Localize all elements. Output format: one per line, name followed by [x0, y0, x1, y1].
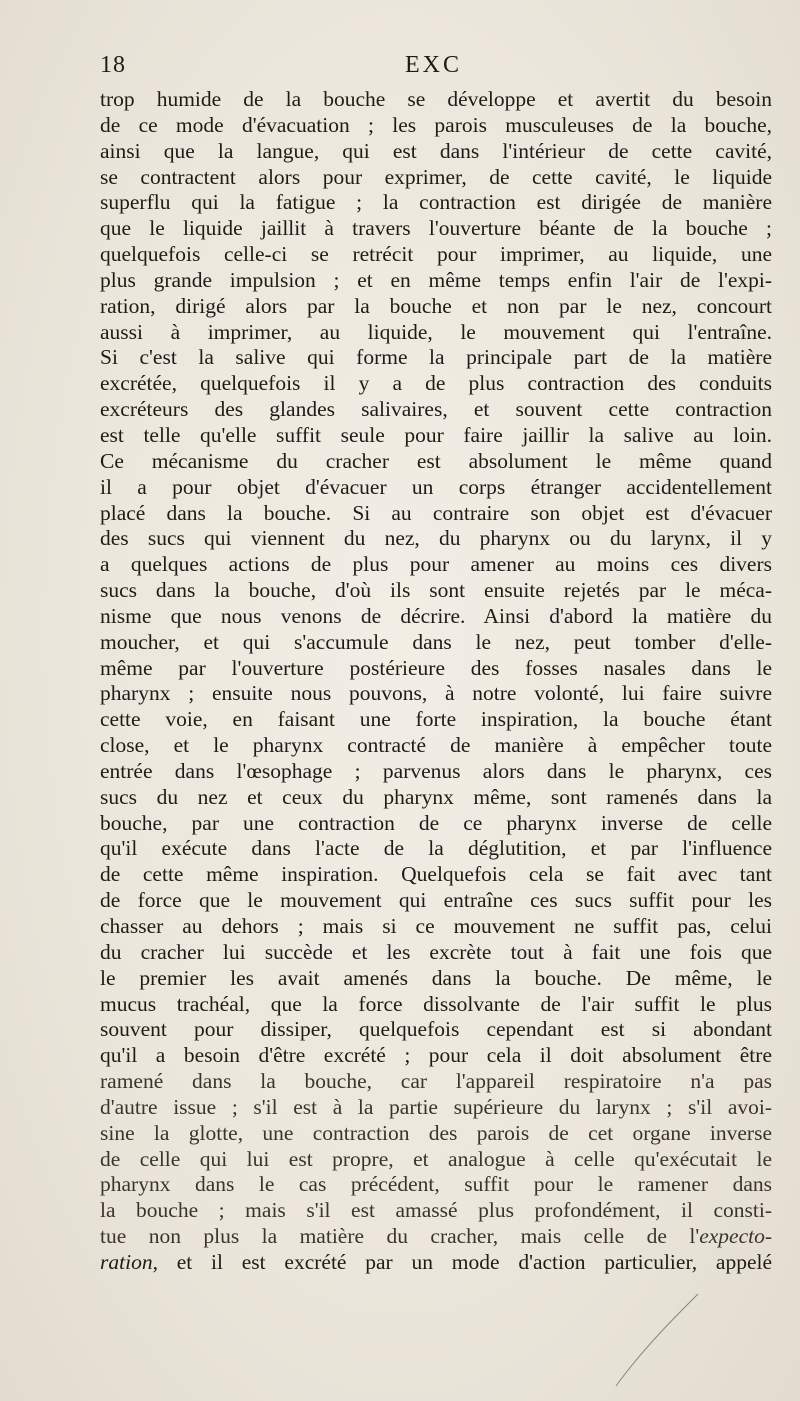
text-line: moucher, et qui s'accumule dans le nez, peut tomber d'elle- — [100, 629, 772, 654]
italic-term: expecto- — [699, 1224, 772, 1249]
text-line: de celle qui lui est propre, et analogue à celle qu'exécutait le — [100, 1146, 772, 1171]
text-line: placé dans la bouche. Si au contraire son objet est d'évacuer — [100, 500, 772, 525]
text-line: la bouche ; mais s'il est amassé plus profondément, il consti- — [100, 1198, 772, 1223]
text-line: superflu qui la fatigue ; la contraction est dirigée de manière — [100, 190, 772, 215]
text-line: ration, dirigé alors par la bouche et non par le nez, concourt — [100, 293, 772, 318]
text-line: excrétée, quelquefois il y a de plus contraction des conduits — [100, 371, 772, 396]
text-line: souvent pour dissiper, quelquefois cependant est si abondant — [100, 1017, 772, 1042]
text-line: de cette même inspiration. Quelquefois cela se fait avec tant — [100, 862, 772, 887]
text-line: trop humide de la bouche se développe et avertit du besoin — [100, 87, 772, 111]
text-line-roman: tue non plus la matière du cracher, mais celle de l' — [100, 1224, 700, 1249]
text-line: sucs dans la bouche, d'où ils sont ensuite rejetés par le méca- — [100, 578, 772, 603]
text-line: chasser au dehors ; mais si ce mouvement ne suffit pas, celui — [100, 914, 772, 938]
text-line: se contractent alors pour exprimer, de cette cavité, le liquide — [100, 164, 772, 189]
text-line: Ce mécanisme du cracher est absolument le même quand — [100, 448, 772, 473]
text-line: il a pour objet d'évacuer un corps étranger accidentellement — [100, 474, 772, 499]
text-line: Si c'est la salive qui forme la principale part de la matière — [100, 345, 772, 370]
text-line: ramené dans la bouche, car l'appareil respiratoire n'a pas — [100, 1069, 772, 1094]
text-line: même par l'ouverture postérieure des fosses nasales dans le — [100, 655, 772, 680]
text-line: cette voie, en faisant une forte inspiration, la bouche étant — [100, 707, 772, 732]
text-line: qu'il a besoin d'être excrété ; pour cela il doit absolument être — [100, 1043, 772, 1068]
text-line: pharynx dans le cas précédent, suffit pour le ramener dans — [100, 1172, 772, 1197]
text-line: sine la glotte, une contraction des parois de cet organe inverse — [100, 1120, 772, 1145]
text-line: excréteurs des glandes salivaires, et souvent cette contraction — [100, 397, 772, 422]
text-line: close, et le pharynx contracté de manière à empêcher toute — [100, 733, 772, 758]
text-line — [100, 1224, 772, 1250]
text-line: ainsi que la langue, qui est dans l'intérieur de cette cavité, — [100, 138, 772, 163]
text-line: est telle qu'elle suffit seule pour faire jaillir la salive au loin. — [100, 422, 772, 447]
text-line: des sucs qui viennent du nez, du pharynx ou du larynx, il y — [100, 526, 772, 551]
text-line: a quelques actions de plus pour amener au moins ces divers — [100, 552, 772, 577]
text-line: que le liquide jaillit à travers l'ouverture béante de la bouche ; — [100, 216, 772, 241]
page-number: 18 — [100, 52, 126, 78]
italic-term: ration — [100, 1249, 153, 1274]
text-line: pharynx ; ensuite nous pouvons, à notre volonté, lui faire suivre — [100, 681, 772, 706]
text-line: du cracher lui succède et les excrète tout à fait une fois que — [100, 939, 772, 964]
text-line: de ce mode d'évacuation ; les parois musculeuses de la bouche, — [100, 112, 772, 137]
text-line: le premier les avait amenés dans la bouche. De même, le — [100, 965, 772, 990]
running-head-word: EXC — [405, 52, 462, 78]
text-line: qu'il exécute dans l'acte de la déglutition, et par l'influence — [100, 836, 772, 861]
text-line: quelquefois celle-ci se retrécit pour imprimer, au liquide, une — [100, 242, 772, 267]
text-line: aussi à imprimer, au liquide, le mouvement qui l'entraîne. — [100, 319, 772, 344]
text-line: de force que le mouvement qui entraîne ces sucs suffit pour les — [100, 888, 772, 913]
text-line — [100, 1250, 772, 1276]
running-head — [100, 52, 772, 84]
text-line: sucs du nez et ceux du pharynx même, sont ramenés dans la — [100, 784, 772, 809]
text-line: mucus trachéal, que la force dissolvante de l'air suffit le plus — [100, 991, 772, 1016]
text-line: entrée dans l'œsophage ; parvenus alors dans le pharynx, ces — [100, 758, 772, 783]
text-line: bouche, par une contraction de ce pharynx inverse de celle — [100, 810, 772, 835]
pencil-scratch-mark — [612, 1290, 702, 1390]
text-line-roman: , et il est excrété par un mode d'action particulier, appelé — [152, 1249, 772, 1274]
body-text — [100, 87, 772, 1276]
text-line: d'autre issue ; s'il est à la partie supérieure du larynx ; s'il avoi- — [100, 1094, 772, 1119]
text-line: nisme que nous venons de décrire. Ainsi d'abord la matière du — [100, 603, 772, 628]
text-line: plus grande impulsion ; et en même temps enfin l'air de l'expi- — [100, 267, 772, 292]
